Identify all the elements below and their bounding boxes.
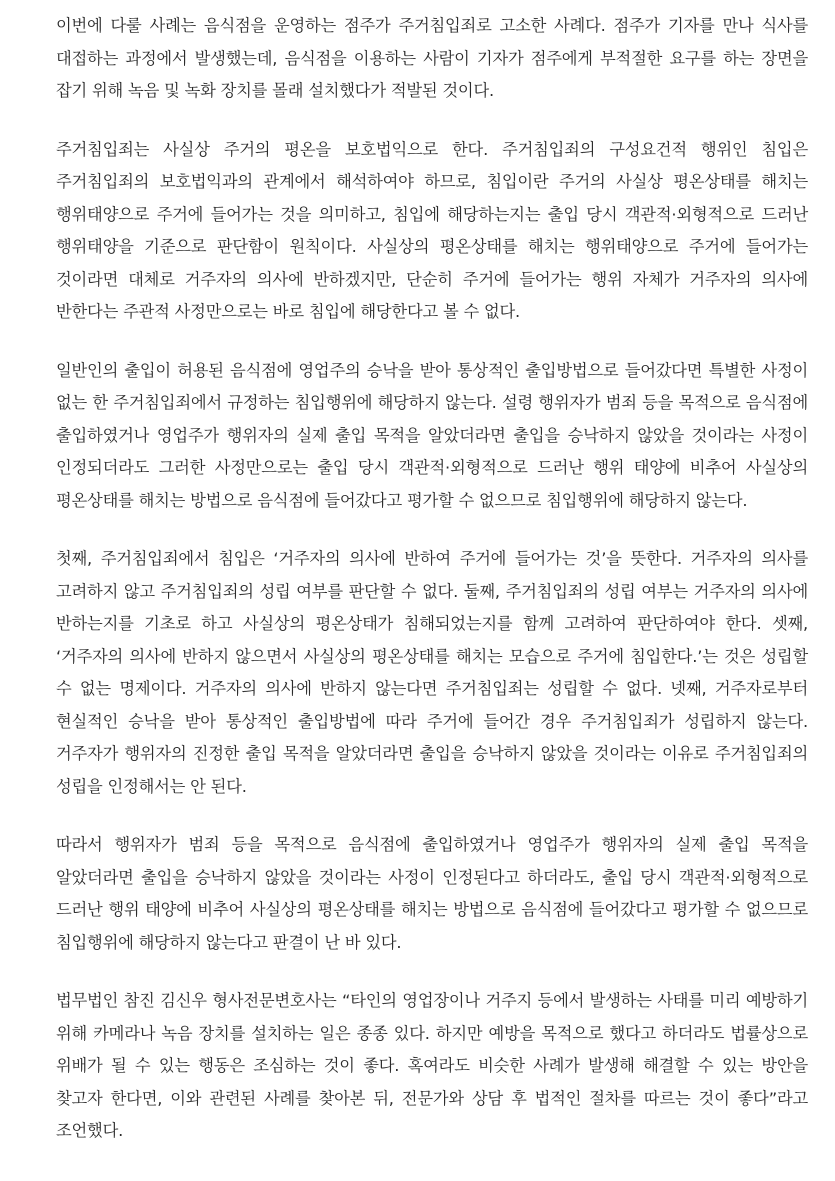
paragraph-lawyer-advice: 법무법인 참진 김신우 형사전문변호사는 “타인의 영업장이나 거주지 등에서 발생하는 사태를 미리 예방하기 위해 카메라나 녹음 장치를 설치하는 일은 종종 있다. 하지만 예방을 목적으로 했다고 하더라도 법률상으로 위배가 될 수 있는 행동은 조심하는 것이 좋다. 혹여라도 비슷한 사례가 발생해 해결할 수 있는 방안을 찾고자 한다면, 이와 관련된 사례를 찾아본 뒤, 전문가와 상담 후 법적인 절차를 따르는 것이 좋다”라고 조언했다. (56, 991, 808, 1140)
paragraph-case-intro: 이번에 다룰 사례는 음식점을 운영하는 점주가 주거침입죄로 고소한 사례다. 점주가 기자를 만나 식사를 대접하는 과정에서 발생했는데, 음식점을 이용하는 사람이 기자가 점주에게 부적절한 요구를 하는 장면을 잡기 위해 녹음 및 녹화 장치를 몰래 설치했다가 적발된 것이다. (56, 16, 808, 100)
article-body (56, 10, 808, 1174)
paragraph-legal-interest: 주거침입죄는 사실상 주거의 평온을 보호법익으로 한다. 주거침입죄의 구성요건적 행위인 침입은 주거침입죄의 보호법익과의 관계에서 해석하여야 하므로, 침입이란 주거의 사실상 평온상태를 해치는 행위태양으로 주거에 들어가는 것을 의미하고, 침입에 해당하는지는 출입 당시 객관적·외형적으로 드러난 행위태양을 기준으로 판단함이 원칙이다. 사실상의 평온상태를 해치는 행위태양으로 주거에 들어가는 것이라면 대체로 거주자의 의사에 반하겠지만, 단순히 주거에 들어가는 행위 자체가 거주자의 의사에 반한다는 주관적 사정만으로는 바로 침입에 해당한다고 볼 수 없다. (56, 139, 808, 321)
paragraph-restaurant-entry: 일반인의 출입이 허용된 음식점에 영업주의 승낙을 받아 통상적인 출입방법으로 들어갔다면 특별한 사정이 없는 한 주거침입죄에서 규정하는 침입행위에 해당하지 않는다. 설령 행위자가 범죄 등을 목적으로 음식점에 출입하였거나 영업주가 행위자의 실제 출입 목적을 알았더라면 출입을 승낙하지 않았을 것이라는 사정이 인정되더라도 그러한 사정만으로는 출입 당시 객관적·외형적으로 드러난 행위 태양에 비추어 사실상의 평온상태를 해치는 방법으로 음식점에 들어갔다고 평가할 수 없으므로 침입행위에 해당하지 않는다. (56, 360, 808, 510)
paragraph-four-points: 첫째, 주거침입죄에서 침입은 ‘거주자의 의사에 반하여 주거에 들어가는 것’을 뜻한다. 거주자의 의사를 고려하지 않고 주거침입죄의 성립 여부를 판단할 수 없다. 둘째, 주거침입죄의 성립 여부는 거주자의 의사에 반하는지를 기초로 하고 사실상의 평온상태가 침해되었는지를 함께 고려하여 판단하여야 한다. 셋째, ‘거주자의 의사에 반하지 않으면서 사실상의 평온상태를 해치는 모습으로 주거에 침입한다.’는 것은 성립할 수 없는 명제이다. 거주자의 의사에 반하지 않는다면 주거침입죄는 성립할 수 없다. 넷째, 거주자로부터 현실적인 승낙을 받아 통상적인 출입방법에 따라 주거에 들어간 경우 주거침입죄가 성립하지 않는다. 거주자가 행위자의 진정한 출입 목적을 알았더라면 출입을 승낙하지 않았을 것이라는 이유로 주거침입죄의 성립을 인정해서는 안 된다. (56, 549, 808, 796)
paragraph-ruling: 따라서 행위자가 범죄 등을 목적으로 음식점에 출입하였거나 영업주가 행위자의 실제 출입 목적을 알았더라면 출입을 승낙하지 않았을 것이라는 사정이 인정된다고 하더라도, 출입 당시 객관적·외형적으로 드러난 행위 태양에 비추어 사실상의 평온상태를 해치는 방법으로 음식점에 들어갔다고 평가할 수 없으므로 침입행위에 해당하지 않는다고 판결이 난 바 있다. (56, 835, 808, 952)
